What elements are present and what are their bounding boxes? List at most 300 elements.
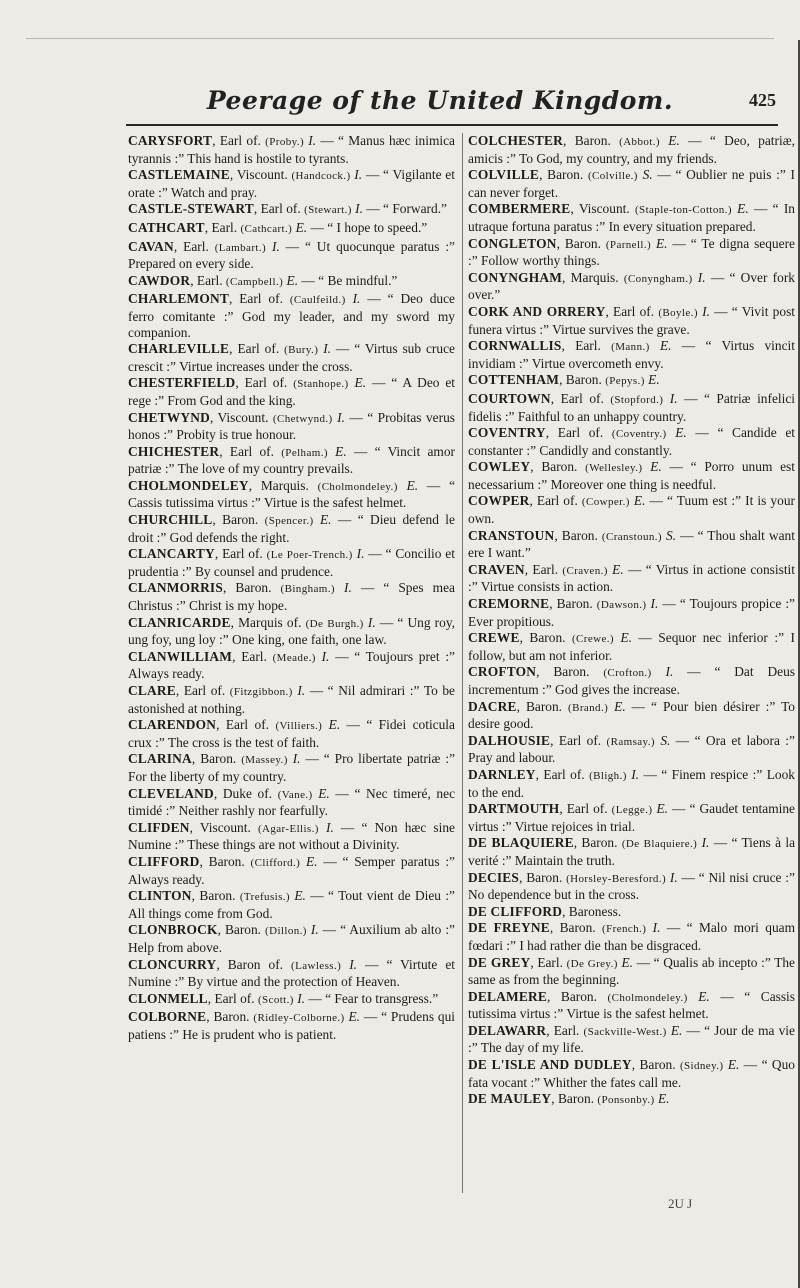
peerage-entry: CLINTON, Baron. (Trefusis.) E. — “ Tout vient de Dieu :” All things come from God.	[128, 888, 455, 921]
peer-title: Baron.	[235, 580, 272, 596]
motto: “ Ora et labora :”	[694, 732, 795, 748]
peer-title: Viscount.	[217, 409, 269, 425]
peer-title: Earl of.	[239, 291, 283, 307]
peer-name: CLONBROCK	[128, 922, 218, 938]
family-name: (Craven.)	[562, 564, 608, 577]
peerage-entry: CLIFFORD, Baron. (Clifford.) E. — “ Semper paratus :” Always ready.	[128, 853, 455, 887]
peer-title: Baron.	[574, 133, 611, 148]
motto: “ Non hæc sine Numine :”	[128, 819, 455, 853]
peerage-entry: CORK AND ORRERY, Earl of. (Boyle.) I. — “ Vivit post funera virtus :” Virtue survives the grave.	[468, 303, 795, 337]
motto-language: I.	[344, 580, 352, 596]
peerage-entry: CAVAN, Earl. (Lambart.) I. — “ Ut quocunque paratus :” Prepared on every side.	[128, 238, 455, 272]
motto-translation: In every situation prepared.	[608, 218, 756, 234]
peer-name: CRAVEN	[468, 561, 525, 577]
motto-language: I.	[297, 990, 306, 1006]
family-name: (Lawless.)	[291, 959, 342, 972]
motto-language: I.	[669, 869, 678, 885]
motto-language: E.	[335, 443, 347, 459]
motto: “ Pour bien désirer :”	[651, 698, 776, 714]
motto: “ Vincit amor patriæ :”	[128, 443, 455, 477]
motto: “ Tout vient de Dieu :”	[328, 888, 455, 904]
motto-translation: God gives the increase.	[555, 682, 680, 697]
family-name: (Villiers.)	[275, 720, 323, 733]
peer-title: Baron.	[639, 1057, 676, 1073]
peer-title: Earl.	[211, 219, 238, 235]
peer-name: CLEVELAND	[128, 785, 214, 801]
peer-name: CLONMELL	[128, 990, 208, 1006]
peer-title: Baron of.	[227, 956, 284, 972]
peer-name: CLANCARTY	[128, 546, 215, 562]
peerage-entry: COLCHESTER, Baron. (Abbot.) E. — “ Deo, patriæ, amicis :” To God, my country, and my friends.	[468, 133, 795, 166]
family-name: (Trefusis.)	[239, 891, 290, 904]
peerage-entry: COLBORNE, Baron. (Ridley-Colborne.) E. — “ Prudens qui patiens :” He is prudent who is patient.	[128, 1009, 455, 1042]
motto: “ Cassis tutissima virtus :”	[128, 477, 456, 511]
motto: “ Be mindful.”	[318, 272, 398, 288]
family-name: (Coventry.)	[611, 428, 667, 441]
peer-name: CHICHESTER	[128, 443, 220, 459]
peerage-entry: CLONMELL, Earl of. (Scott.) I. — “ Fear to transgress.”	[128, 990, 439, 1006]
peer-name: DE GREY	[468, 954, 531, 970]
motto-language: E.	[614, 698, 626, 714]
motto-language: I.	[271, 238, 280, 254]
motto-translation: Virtue increases under the cross.	[179, 358, 353, 374]
peerage-entry: DELAMERE, Baron. (Cholmondeley.) E. — “ Cassis tutissima virtus :” Virtue is the safest helmet.	[468, 988, 795, 1022]
page-header	[120, 82, 778, 122]
motto: Sequor nec inferior :”	[658, 630, 785, 646]
peer-name: CASTLEMAINE	[128, 167, 230, 183]
motto-translation: To God, my country, and my friends.	[519, 150, 717, 166]
family-name: (Legge.)	[611, 804, 653, 817]
motto-translation: By counsel and prudence.	[194, 563, 334, 579]
peer-title: Baron.	[208, 853, 245, 869]
peer-name: COLBORNE	[128, 1009, 207, 1025]
peerage-entry: CHOLMONDELEY, Marquis. (Cholmondeley.) E. — “ Cassis tutissima virtus :” Virtue is the safest helmet.	[128, 477, 456, 511]
family-name: (Ramsay.)	[606, 735, 655, 748]
motto-translation: Whither the fates call me.	[543, 1074, 682, 1090]
peerage-entry: CORNWALLIS, Earl. (Mann.) E. — “ Virtus vincit invidiam :” Virtue overcometh envy.	[468, 338, 795, 371]
motto-language: E.	[612, 561, 624, 577]
motto: “ Probitas verus honos :”	[128, 409, 455, 443]
motto: “ In utraque fortuna paratus :”	[468, 201, 795, 234]
peerage-entry: CLANRICARDE, Marquis of. (De Burgh.) I. — “ Ung roy, ung foy, ung loy :” One king, one faith, one law.	[128, 614, 456, 648]
motto-translation: Virtue is the safest helmet.	[566, 1006, 709, 1022]
family-name: (Caulfeild.)	[289, 294, 346, 307]
peerage-entry: CRANSTOUN, Baron. (Cranstoun.) S. — “ Thou shalt want ere I want.”	[468, 527, 795, 561]
motto-translation: It is your own.	[468, 493, 795, 527]
peerage-entry: CRAVEN, Earl. (Craven.) E. — “ Virtus in actione consistit :” Virtue consists in action.	[468, 561, 795, 595]
motto-language: I.	[367, 614, 376, 630]
peerage-entry: CLONBROCK, Baron. (Dillon.) I. — “ Auxilium ab alto :” Help from above.	[128, 922, 456, 955]
peer-title: Marquis.	[260, 477, 309, 493]
motto: “ Nil nisi cruce :”	[698, 869, 795, 885]
family-name: (Cathcart.)	[240, 222, 293, 235]
family-name: (Horsley-Beresford.)	[566, 872, 667, 885]
motto-language: E.	[406, 477, 419, 493]
peer-title: Baron.	[564, 235, 601, 251]
peerage-entry: DE FREYNE, Baron. (French.) I. — “ Malo mori quam fœdari :” I had rather die than be disgraced.	[468, 920, 796, 953]
motto-language: E.	[306, 853, 318, 869]
peer-name: CHARLEMONT	[128, 291, 229, 307]
motto-language: E.	[668, 133, 680, 148]
motto: “ Thou shalt want ere I want.”	[468, 527, 795, 561]
peer-name: CAVAN	[128, 238, 174, 254]
peer-title: Baron.	[557, 1091, 595, 1107]
peer-name: CLIFFORD	[128, 853, 200, 869]
family-name: (Parnell.)	[605, 238, 652, 251]
peerage-entry: CLARE, Earl of. (Fitzgibbon.) I. — “ Nil admirari :” To be astonished at nothing.	[128, 683, 455, 716]
peer-title: Baron.	[213, 1009, 250, 1025]
header-rule	[126, 124, 778, 126]
motto-translation: Virtue rejoices in trial.	[514, 818, 636, 834]
peer-title: Earl.	[537, 954, 563, 970]
motto-translation: Watch and pray.	[170, 184, 258, 200]
motto: “ Virtus vincit invidiam :”	[468, 338, 795, 371]
peerage-entry: DACRE, Baron. (Brand.) E. — “ Pour bien désirer :” To desire good.	[468, 698, 796, 732]
peer-title: Marquis of.	[238, 614, 302, 630]
peer-title: Viscount.	[199, 819, 251, 835]
family-name: (Clifford.)	[250, 856, 301, 869]
family-name: (Agar-Ellis.)	[257, 822, 319, 835]
peer-title: Earl of.	[543, 766, 585, 782]
peerage-entry: CHICHESTER, Earl of. (Pelham.) E. — “ Vincit amor patriæ :” The love of my country prevails.	[128, 443, 455, 477]
peer-title: Earl.	[241, 648, 267, 664]
peerage-entry: COWPER, Earl of. (Cowper.) E. — “ Tuum est :” It is your own.	[468, 493, 795, 527]
motto-translation: Candidly and constantly.	[539, 442, 673, 458]
peer-name: CLINTON	[128, 888, 192, 904]
peer-name: DALHOUSIE	[468, 732, 551, 748]
motto-language: E.	[657, 1091, 670, 1107]
motto: “ Virtute et Numine :”	[128, 956, 455, 990]
peerage-entry: CHARLEVILLE, Earl of. (Bury.) I. — “ Virtus sub cruce crescit :” Virtue increases under the cross.	[128, 341, 455, 374]
family-name: (Cowper.)	[581, 496, 630, 509]
motto-translation: To be astonished at nothing.	[128, 683, 455, 716]
peerage-entry: COMBERMERE, Viscount. (Staple-ton-Cotton.) E. — “ In utraque fortuna paratus :” In every situation prepared.	[468, 201, 795, 234]
motto-translation: Virtue is the safest helmet.	[263, 495, 407, 511]
motto: “ Deo, patriæ, amicis :”	[468, 133, 795, 166]
motto-language: I.	[697, 269, 706, 285]
motto: “ Toujours propice :”	[679, 596, 795, 612]
peer-name: CHETWYND	[128, 409, 210, 425]
motto-translation: Follow worthy things.	[481, 253, 600, 269]
family-name: (Mann.)	[611, 341, 650, 354]
peer-name: CORK AND ORRERY	[468, 303, 606, 319]
motto-translation: Ever propitious.	[468, 613, 555, 629]
motto-language: E.	[675, 425, 687, 441]
peer-name: DE FREYNE	[468, 920, 550, 936]
motto-translation: All things come from God.	[128, 905, 273, 921]
peer-title: Baron.	[581, 835, 618, 851]
motto-language: I.	[356, 546, 365, 562]
motto-language: I.	[321, 648, 330, 664]
peer-title: Earl of.	[566, 801, 608, 817]
family-name: (French.)	[602, 923, 647, 936]
motto-language: E.	[633, 493, 646, 509]
motto: “ Deo duce ferro comitante :”	[128, 291, 455, 324]
peer-title: Baron.	[525, 698, 563, 714]
peer-title: Earl of.	[225, 717, 270, 733]
motto-translation: To desire good.	[468, 698, 796, 732]
motto: “ Jour de ma vie :”	[468, 1022, 795, 1056]
motto: “ I hope to speed.”	[327, 219, 428, 235]
motto-language: E.	[621, 954, 633, 970]
family-name: (Ridley-Colborne.)	[253, 1012, 345, 1025]
motto-translation: Prepared on every side.	[128, 256, 254, 272]
family-name: (Staple-ton-Cotton.)	[634, 204, 732, 217]
family-name: (Vane.)	[277, 788, 313, 801]
motto-translation: I can never forget.	[468, 167, 795, 200]
peerage-entry: CASTLEMAINE, Viscount. (Handcock.) I. — “ Vigilante et orate :” Watch and pray.	[128, 167, 455, 200]
motto-translation: Neither rashly nor fearfully.	[178, 803, 328, 819]
column-divider	[462, 133, 463, 1193]
peerage-entry: DE GREY, Earl. (De Grey.) E. — “ Qualis ab incepto :” The same as from the beginning.	[468, 954, 796, 988]
peer-title: Earl of.	[219, 133, 261, 148]
peer-name: COWLEY	[468, 459, 531, 475]
peerage-entry: CHESTERFIELD, Earl of. (Stanhope.) E. — “ A Deo et rege :” From God and the king.	[128, 375, 456, 408]
peer-name: DARNLEY	[468, 766, 536, 782]
peer-name: DELAMERE	[468, 988, 547, 1004]
motto-language: E.	[295, 219, 308, 235]
motto-language: I.	[652, 920, 661, 936]
peer-title: Earl.	[553, 1022, 580, 1038]
motto-translation: Moreover one thing is needful.	[550, 476, 717, 492]
family-name: (Chetwynd.)	[272, 412, 333, 425]
motto-translation: These things are not without a Divinity.	[187, 837, 400, 853]
motto-translation: For the liberty of my country.	[128, 768, 287, 784]
peerage-entry: COLVILLE, Baron. (Colville.) S. — “ Oublier ne puis :” I can never forget.	[468, 167, 795, 200]
peer-title: Earl.	[575, 338, 601, 354]
motto-translation: Probity is true honour.	[176, 427, 297, 443]
motto: “ Quo fata vocant :”	[468, 1057, 795, 1090]
family-name: (Pelham.)	[281, 446, 328, 459]
motto-language: E.	[737, 201, 749, 217]
peer-name: CROFTON	[468, 664, 537, 680]
motto-language: E.	[286, 272, 299, 288]
motto-translation: The day of my life.	[480, 1040, 584, 1056]
peerage-entry: CHURCHILL, Baron. (Spencer.) E. — “ Dieu defend le droit :” God defends the right.	[128, 512, 455, 545]
family-name: (Stanhope.)	[293, 378, 349, 391]
peerage-entry: DECIES, Baron. (Horsley-Beresford.) I. — “ Nil nisi cruce :” No dependence but in the cross.	[468, 869, 795, 903]
motto-translation: By virtue and the protection of Heaven.	[187, 974, 400, 990]
family-name: (Stopford.)	[610, 393, 664, 406]
peer-name: CATHCART	[128, 219, 205, 235]
peerage-entry: CLEVELAND, Duke of. (Vane.) E. — “ Nec timeré, nec timidé :” Neither rashly nor fearfully.	[128, 785, 456, 819]
motto-language: E.	[354, 375, 367, 391]
peerage-entry: CONYNGHAM, Marquis. (Conyngham.) I. — “ Over fork over.”	[468, 269, 795, 303]
peer-name: CAWDOR	[128, 272, 191, 288]
motto-language: I.	[702, 303, 710, 319]
peer-name: DARTMOUTH	[468, 801, 560, 817]
family-name: (Scott.)	[257, 993, 294, 1006]
motto: “ Semper paratus :”	[342, 853, 455, 869]
peer-name: CHOLMONDELEY	[128, 477, 249, 493]
motto: “ A Deo et rege :”	[128, 375, 456, 408]
peer-name: CLIFDEN	[128, 819, 190, 835]
peer-name: CLANRICARDE	[128, 614, 231, 630]
motto: “ Oublier ne puis :”	[675, 167, 786, 183]
peer-title: Duke of.	[222, 785, 273, 801]
peer-name: CORNWALLIS	[468, 338, 562, 354]
family-name: (Dillon.)	[265, 925, 307, 938]
motto-translation: God my leader, and my sword my companion.	[128, 308, 455, 340]
motto-translation: God defends the right.	[169, 529, 290, 545]
motto-language: E.	[650, 459, 662, 475]
peer-name: DE CLIFFORD	[468, 903, 563, 919]
peer-name: CRANSTOUN	[468, 527, 555, 543]
peer-name: COVENTRY	[468, 425, 546, 441]
motto-language: I.	[323, 341, 332, 357]
peer-title: Baron.	[556, 596, 593, 612]
peer-name: COTTENHAM	[468, 372, 560, 388]
peerage-entry: DELAWARR, Earl. (Sackville-West.) E. — “ Jour de ma vie :” The day of my life.	[468, 1022, 795, 1056]
peerage-entry: CASTLE-STEWART, Earl of. (Stewart.) I. — “ Forward.”	[128, 201, 447, 217]
peer-title: Earl of.	[536, 493, 578, 509]
motto-language: I.	[354, 167, 363, 183]
page-number: 425	[749, 90, 776, 110]
peerage-entry: CLIFDEN, Viscount. (Agar-Ellis.) I. — “ Non hæc sine Numine :” These things are not without a Divinity.	[128, 819, 455, 853]
motto-translation: One king, one faith, one law.	[232, 632, 387, 648]
peerage-entry: DE CLIFFORD, Baroness.	[468, 903, 622, 919]
motto: “ Dieu defend le droit :”	[128, 512, 455, 545]
motto: “ Tiens à la verité :”	[468, 835, 796, 868]
motto: “ Vivit post funera virtus :”	[468, 303, 795, 337]
motto: “ Auxilium ab alto :”	[340, 922, 456, 938]
motto-language: I.	[352, 291, 361, 307]
motto-language: I.	[325, 819, 334, 835]
peer-title: Earl of.	[183, 683, 226, 698]
peer-name: CONGLETON	[468, 235, 557, 251]
running-title: Peerage of the United Kingdom.	[206, 86, 674, 115]
family-name: (Le Poer-Trench.)	[266, 549, 353, 562]
motto: “ Candide et constanter :”	[468, 425, 795, 458]
peer-title: Earl.	[532, 561, 559, 577]
family-name: (Bingham.)	[280, 583, 335, 596]
peer-title: Earl of.	[244, 375, 288, 391]
motto: “ Finem respice :”	[661, 766, 763, 782]
peer-name: CREMORNE	[468, 596, 550, 612]
family-name: (Conyngham.)	[623, 272, 693, 285]
peer-name: COWPER	[468, 493, 530, 509]
motto: “ Cassis tutissima virtus :”	[468, 988, 795, 1022]
motto-language: E.	[727, 1057, 740, 1073]
peerage-entry: CONGLETON, Baron. (Parnell.) E. — “ Te digna sequere :” Follow worthy things.	[468, 235, 795, 269]
motto: “ Ut quocunque paratus :”	[304, 238, 455, 254]
peer-title: Baron.	[541, 459, 578, 475]
peerage-entry: COVENTRY, Earl of. (Coventry.) E. — “ Candide et constanter :” Candidly and constantly.	[468, 425, 795, 458]
motto-translation: I had rather die than be disgraced.	[519, 937, 702, 953]
motto: “ Virtus sub cruce crescit :”	[128, 341, 455, 374]
peer-title: Baron.	[224, 922, 262, 938]
peerage-entry: CLONCURRY, Baron of. (Lawless.) I. — “ Virtute et Numine :” By virtue and the protection of Heaven.	[128, 956, 455, 990]
motto-language: E.	[620, 630, 632, 646]
peer-title: Earl of.	[222, 546, 263, 562]
peer-name: CLANMORRIS	[128, 580, 223, 596]
peerage-entry: CLANCARTY, Earl of. (Le Poer-Trench.) I. — “ Concilio et prudentia :” By counsel and prudence.	[128, 546, 455, 579]
peer-title: Earl of.	[237, 341, 280, 357]
peerage-entry: DE L'ISLE AND DUDLEY, Baron. (Sidney.) E. — “ Quo fata vocant :” Whither the fates call me.	[468, 1057, 795, 1090]
peer-title: Earl.	[196, 272, 223, 288]
peer-title: Baron.	[200, 751, 237, 767]
family-name: (Stewart.)	[304, 204, 352, 217]
family-name: (Handcock.)	[291, 170, 351, 183]
motto: “ Manus hæc inimica tyrannis :”	[128, 133, 455, 166]
family-name: (De Grey.)	[566, 957, 618, 970]
motto-translation: Virtue survives the grave.	[552, 321, 690, 337]
motto: “ Vigilante et orate :”	[128, 167, 455, 200]
family-name: (Pepys.)	[605, 375, 645, 388]
family-name: (Sidney.)	[679, 1060, 724, 1073]
motto-language: E.	[698, 988, 710, 1004]
peerage-entry: CLARINA, Baron. (Massey.) I. — “ Pro libertate patriæ :” For the liberty of my country.	[128, 751, 456, 784]
motto-translation: Look to the end.	[468, 766, 795, 800]
peer-title: Earl of.	[557, 425, 604, 441]
motto: “ Toujours pret :”	[354, 648, 455, 664]
peer-name: CHURCHILL	[128, 512, 213, 528]
motto-translation: Help from above.	[128, 939, 223, 955]
peerage-entry: CLANWILLIAM, Earl. (Meade.) I. — “ Toujours pret :” Always ready.	[128, 648, 455, 682]
peer-name: CLARE	[128, 683, 176, 698]
left-column	[128, 133, 455, 1043]
peer-title: Baroness.	[568, 903, 622, 919]
peerage-entry: DE MAULEY, Baron. (Ponsonby.) E.	[468, 1091, 670, 1107]
family-name: (Bligh.)	[589, 769, 627, 782]
motto: “ Over fork over.”	[468, 269, 795, 303]
peer-name: CHARLEVILLE	[128, 341, 230, 357]
motto-translation: Virtue overcometh envy.	[531, 355, 664, 371]
peer-title: Marquis.	[570, 269, 619, 285]
peer-title: Baron.	[547, 167, 584, 183]
motto-translation: No dependence but in the cross.	[468, 887, 640, 903]
motto-translation: Maintain the truth.	[514, 852, 615, 868]
motto-language: E.	[348, 1009, 360, 1025]
motto-translation: Always ready.	[128, 871, 205, 887]
peer-title: Baron.	[560, 988, 597, 1004]
peer-title: Baron.	[561, 527, 598, 543]
motto: “ Te digna sequere :”	[468, 235, 795, 269]
family-name: (Cranstoun.)	[601, 530, 662, 543]
peerage-entry: CAWDOR, Earl. (Campbell.) E. — “ Be mindful.”	[128, 272, 398, 288]
family-name: (Proby.)	[265, 136, 305, 148]
peer-title: Viscount.	[236, 167, 288, 183]
motto-language: I.	[701, 835, 710, 851]
motto-language: E.	[319, 512, 332, 528]
family-name: (De Blaquiere.)	[621, 838, 698, 851]
family-name: (Ponsonby.)	[597, 1094, 655, 1107]
motto: “ Dat Deus incrementum :”	[468, 664, 795, 697]
family-name: (Cholmondeley.)	[607, 991, 688, 1004]
peerage-entry: COURTOWN, Earl of. (Stopford.) I. — “ Patriæ infelici fidelis :” Faithful to an unhappy country.	[468, 390, 795, 424]
peer-title: Earl.	[183, 238, 209, 254]
motto-language: S.	[660, 732, 671, 748]
peer-title: Baron.	[529, 630, 566, 646]
motto-language: E.	[318, 785, 330, 801]
motto: “ Tuum est :”	[667, 493, 742, 509]
motto: “ Ung roy, ung foy, ung loy :”	[128, 614, 456, 648]
peerage-entry: CHARLEMONT, Earl of. (Caulfeild.) I. — “ Deo duce ferro comitante :” God my leader, and my sword my companion.	[128, 291, 455, 340]
motto-translation: Pray and labour.	[468, 750, 556, 766]
peer-title: Earl of.	[214, 990, 255, 1006]
peerage-entry: CREMORNE, Baron. (Dawson.) I. — “ Toujours propice :” Ever propitious.	[468, 596, 795, 629]
family-name: (Sackville-West.)	[583, 1025, 667, 1038]
peer-title: Baron.	[553, 664, 590, 680]
motto: “ Qualis ab incepto :”	[653, 954, 771, 970]
family-name: (Meade.)	[272, 651, 316, 664]
peer-name: CLANWILLIAM	[128, 648, 233, 664]
motto-language: I.	[337, 409, 345, 425]
peer-title: Earl of.	[558, 732, 602, 748]
family-name: (Bury.)	[284, 344, 319, 357]
motto-language: I.	[349, 956, 358, 972]
peer-title: Earl of.	[560, 390, 604, 406]
